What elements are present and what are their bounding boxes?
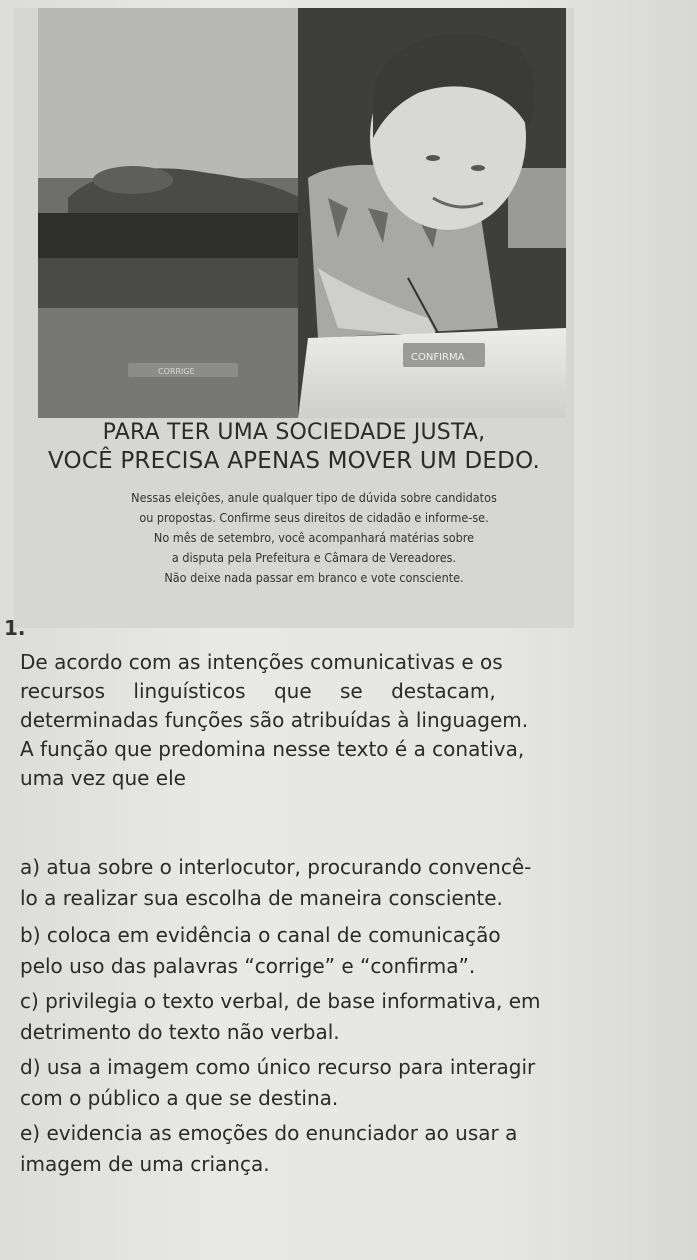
corrige-key-label: CORRIGE	[158, 367, 195, 376]
option-d-line2: com o público a que se destina.	[20, 1086, 339, 1110]
option-c-line2: detrimento do texto não verbal.	[20, 1020, 340, 1044]
option-d-line1: d) usa a imagem como único recurso para interagir	[20, 1055, 536, 1079]
poster-body-line: Nessas eleições, anule qualquer tipo de dúvida sobre candidatos	[131, 490, 497, 505]
option-e-line2: imagem de uma criança.	[20, 1152, 270, 1176]
question-number: 1.	[4, 616, 26, 640]
poster-headline-line2: VOCÊ PRECISA APENAS MOVER UM DEDO.	[48, 448, 540, 474]
poster-body-line: a disputa pela Prefeitura e Câmara de Vereadores.	[171, 550, 457, 565]
confirma-key-label: CONFIRMA	[411, 352, 465, 363]
option-a-line2: lo a realizar sua escolha de maneira consciente.	[20, 886, 503, 910]
stem-line: determinadas funções são atribuídas à linguagem.	[20, 708, 529, 732]
option-e[interactable]	[20, 1118, 688, 1180]
poster-body-text	[64, 488, 564, 588]
child-writing-illustration	[38, 8, 566, 418]
poster-body-line: ou propostas. Confirme seus direitos de cidadão e informe-se.	[139, 510, 489, 525]
campaign-poster	[14, 8, 574, 628]
stem-line: A função que predomina nesse texto é a conativa,	[20, 737, 525, 761]
option-c[interactable]	[20, 986, 688, 1048]
option-c-line1: c) privilegia o texto verbal, de base informativa, em	[20, 989, 541, 1013]
option-d[interactable]	[20, 1052, 688, 1114]
option-e-line1: e) evidencia as emoções do enunciador ao usar a	[20, 1121, 518, 1145]
option-b[interactable]	[20, 920, 688, 982]
poster-photo	[38, 8, 566, 418]
poster-headline-line1: PARA TER UMA SOCIEDADE JUSTA,	[102, 420, 486, 445]
stem-line: uma vez que ele	[20, 766, 186, 790]
stem-line: De acordo com as intenções comunicativas e os	[20, 650, 503, 674]
option-b-line1: b) coloca em evidência o canal de comunicação	[20, 923, 501, 947]
poster-body-line: Não deixe nada passar em branco e vote consciente.	[164, 570, 464, 585]
question-stem	[20, 648, 688, 793]
option-b-line2: pelo uso das palavras “corrige” e “confirma”.	[20, 954, 476, 978]
stem-line: recursos linguísticos que se destacam,	[20, 679, 496, 703]
option-a-line1: a) atua sobre o interlocutor, procurando convencê-	[20, 855, 532, 879]
option-a[interactable]	[20, 852, 688, 914]
poster-body-line: No mês de setembro, você acompanhará matérias sobre	[153, 530, 475, 545]
